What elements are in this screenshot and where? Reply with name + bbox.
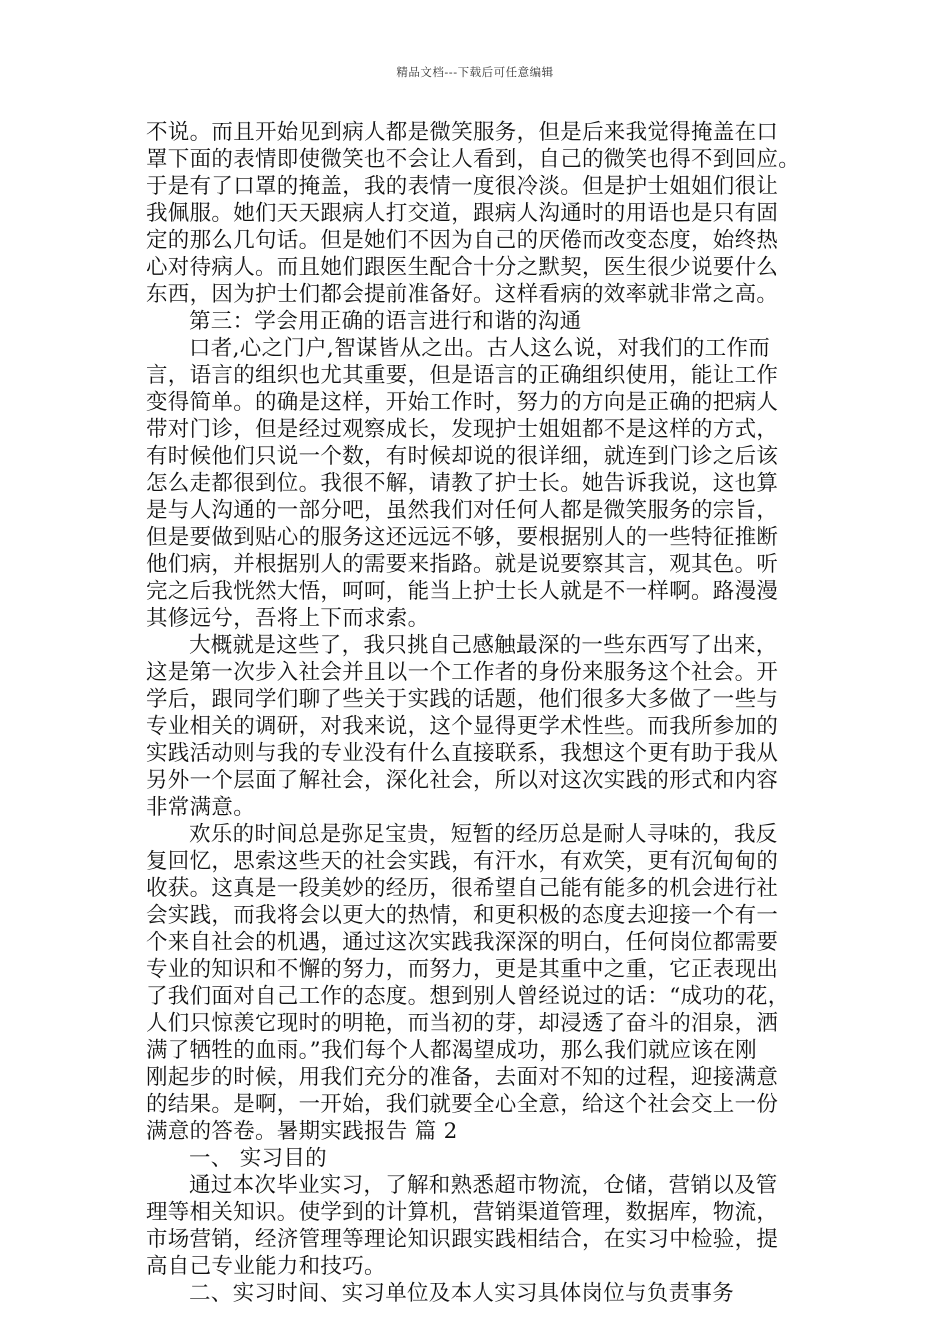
text-line: 高自己专业能力和技巧。: [146, 1254, 386, 1279]
text-line: 满意的答卷。暑期实践报告 篇 2: [146, 1119, 458, 1144]
page-header: 精品文档---下载后可任意编辑: [396, 65, 554, 79]
text-line: 收获。这真是一段美妙的经历，很希望自己能有能多的机会进行社: [146, 876, 779, 901]
text-line: 满了牺牲的血雨。”我们每个人都渴望成功，那么我们就应该在刚: [146, 1038, 757, 1063]
text-line: 我佩服。她们天天跟病人打交道，跟病人沟通时的用语也是只有固: [146, 201, 779, 226]
text-line: 罩下面的表情即使微笑也不会让人看到，自己的微笑也得不到回应。: [146, 147, 801, 172]
text-line: 个来自社会的机遇，通过这次实践我深深的明白，任何岗位都需要: [146, 930, 779, 955]
text-line: 言，语言的组织也尤其重要，但是语言的正确组织使用，能让工作: [146, 363, 779, 388]
text-line: 带对门诊，但是经过观察成长，发现护士姐姐都不是这样的方式，: [146, 417, 779, 442]
text-line: 口者,心之门户,智谋皆从之出。古人这么说，对我们的工作而: [189, 336, 771, 361]
text-line: 心对待病人。而且她们跟医生配合十分之默契，医生很少说要什么: [146, 255, 779, 280]
text-line: 定的那么几句话。但是她们不因为自己的厌倦而改变态度，始终热: [146, 228, 779, 253]
text-line: 会实践，而我将会以更大的热情，和更积极的态度去迎接一个有一: [146, 903, 779, 928]
text-line: 复回忆，思索这些天的社会实践，有汗水，有欢笑，更有沉甸甸的: [146, 849, 779, 874]
text-line: 刚起步的时候，用我们充分的准备，去面对不知的过程，迎接满意: [146, 1065, 779, 1090]
text-line: 怎么走都很到位。我很不解，请教了护士长。她告诉我说，这也算: [146, 471, 779, 496]
text-line: 的结果。是啊，一开始，我们就要全心全意，给这个社会交上一份: [146, 1092, 779, 1117]
text-line: 通过本次毕业实习，了解和熟悉超市物流，仓储，营销以及管: [189, 1173, 778, 1198]
text-line: 其修远兮，吾将上下而求索。: [146, 606, 430, 631]
text-line: 于是有了口罩的掩盖，我的表情一度很冷淡。但是护士姐姐们很让: [146, 174, 779, 199]
text-line: 市场营销，经济管理等理论知识跟实践相结合，在实习中检验，提: [146, 1227, 779, 1252]
text-line: 了我们面对自己工作的态度。想到别人曾经说过的话：“成功的花，: [146, 984, 790, 1009]
text-line: 他们病，并根据别人的需要来指路。就是说要察其言，观其色。听: [146, 552, 779, 577]
document-body: [146, 119, 814, 1307]
text-line: 变得简单。的确是这样，开始工作时，努力的方向是正确的把病人: [146, 390, 779, 415]
text-line: 是与人沟通的一部分吧，虽然我们对任何人都是微笑服务的宗旨，: [146, 498, 779, 523]
text-line: 东西，因为护士们都会提前准备好。这样看病的效率就非常之高。: [146, 282, 779, 307]
text-line: 大概就是这些了，我只挑自己感触最深的一些东西写了出来，: [189, 633, 778, 658]
text-line: 但是要做到贴心的服务这还远远不够，要根据别人的一些特征推断: [146, 525, 779, 550]
text-line: 专业相关的调研，对我来说，这个显得更学术性些。而我所参加的: [146, 714, 779, 739]
text-line: 二、实习时间、实习单位及本人实习具体岗位与负责事务: [189, 1281, 735, 1306]
text-line: 人们只惊羡它现时的明艳，而当初的芽，却浸透了奋斗的泪泉，洒: [146, 1011, 779, 1036]
text-line: 非常满意。: [146, 795, 256, 820]
text-line: 完之后我恍然大悟，呵呵，能当上护士长人就是不一样啊。路漫漫: [146, 579, 779, 604]
text-line: 这是第一次步入社会并且以一个工作者的身份来服务这个社会。开: [146, 660, 779, 685]
text-line: 实践活动则与我的专业没有什么直接联系，我想这个更有助于我从: [146, 741, 779, 766]
text-line: 有时候他们只说一个数，有时候却说的很详细，就连到门诊之后该: [146, 444, 779, 469]
text-line: 理等相关知识。使学到的计算机，营销渠道管理，数据库，物流，: [146, 1200, 779, 1225]
text-line: 学后，跟同学们聊了些关于实践的话题，他们很多大多做了一些与: [146, 687, 779, 712]
text-line: 欢乐的时间总是弥足宝贵，短暂的经历总是耐人寻味的，我反: [189, 822, 778, 847]
text-line: 不说。而且开始见到病人都是微笑服务，但是后来我觉得掩盖在口: [146, 120, 779, 145]
text-line: 专业的知识和不懈的努力，而努力，更是其重中之重，它正表现出: [146, 957, 779, 982]
text-line: 第三：学会用正确的语言进行和谐的沟通: [189, 309, 582, 334]
text-line: 另外一个层面了解社会，深化社会，所以对这次实践的形式和内容: [146, 768, 779, 793]
text-line: 一、 实习目的: [189, 1146, 327, 1171]
